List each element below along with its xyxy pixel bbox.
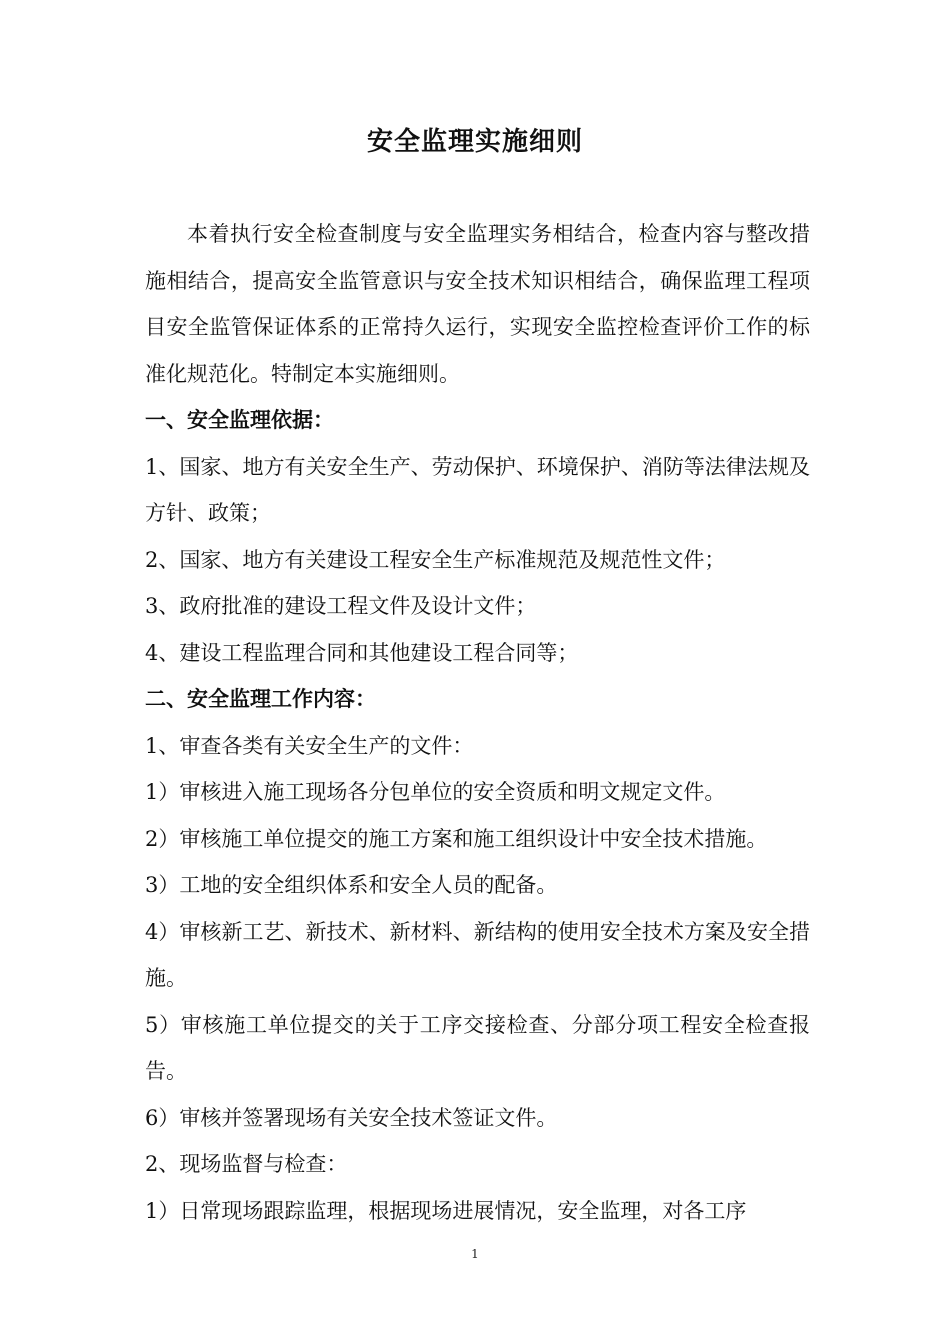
list-item: 4）审核新工艺、新技术、新材料、新结构的使用安全技术方案及安全措施。	[145, 919, 810, 990]
list-item: 1、国家、地方有关安全生产、劳动保护、环境保护、消防等法律法规及方针、政策；	[145, 454, 810, 525]
intro-paragraph: 本着执行安全检查制度与安全监理实务相结合，检查内容与整改措施相结合，提高安全监管意识与安全技术知识相结合，确保监理工程项目安全监管保证体系的正常持久运行，实现安全监控检查评价工作的标准化规范化。特制定本实施细则。	[145, 222, 810, 386]
subsection-title-site-inspection: 2、现场监督与检查：	[145, 1152, 348, 1176]
list-item: 1）审核进入施工现场各分包单位的安全资质和明文规定文件。	[145, 780, 726, 804]
list-item: 2）审核施工单位提交的施工方案和施工组织设计中安全技术措施。	[145, 826, 768, 851]
list-item: 2、国家、地方有关建设工程安全生产标准规范及规范性文件；	[145, 547, 726, 572]
page-number: 1	[471, 1247, 479, 1261]
subsection-title-document-review: 1、审查各类有关安全生产的文件：	[145, 733, 474, 758]
list-item: 3）工地的安全组织体系和安全人员的配备。	[145, 873, 558, 897]
section-heading-basis: 一、安全监理依据：	[145, 408, 334, 432]
list-item: 1）日常现场跟踪监理，根据现场进展情况，安全监理，对各工序	[145, 1198, 747, 1223]
document-body	[145, 211, 810, 1234]
list-item: 3、政府批准的建设工程文件及设计文件；	[145, 594, 537, 618]
list-item: 6）审核并签署现场有关安全技术签证文件。	[145, 1105, 558, 1130]
list-item: 5）审核施工单位提交的关于工序交接检查、分部分项工程安全检查报告。	[145, 1012, 810, 1083]
section-heading-work-content: 二、安全监理工作内容：	[145, 687, 376, 711]
list-item: 4、建设工程监理合同和其他建设工程合同等；	[145, 640, 579, 665]
document-title: 安全监理实施细则	[366, 127, 583, 157]
